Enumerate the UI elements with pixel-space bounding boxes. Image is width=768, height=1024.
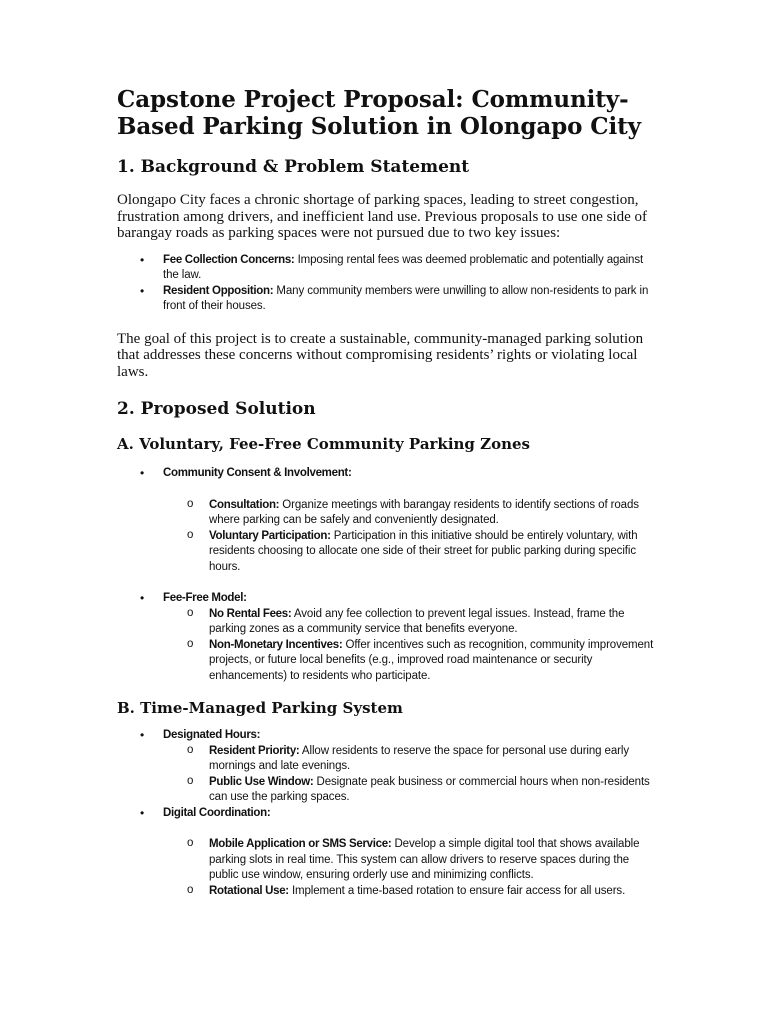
bullet-text: Many community members were unwilling to allow non-residents to park in front of their houses. [163, 284, 649, 312]
subsection-a-list [117, 466, 657, 684]
group-label: Digital Coordination: [163, 806, 271, 819]
list-item [117, 498, 657, 529]
problem-list [117, 253, 657, 315]
bullet-label: Resident Opposition: [163, 284, 274, 297]
item-text: Avoid any fee collection to prevent legal issues. Instead, frame the parking zones as a community service that benefits everyone. [209, 607, 625, 635]
item-text: Organize meetings with barangay residents to identify sections of roads where parking can be safely and conveniently designated. [209, 498, 639, 526]
document-title: Capstone Project Proposal: Community-Based Parking Solution in Olongapo City [117, 86, 641, 140]
group-label: Community Consent & Involvement: [163, 467, 352, 479]
item-text: Implement a time-based rotation to ensure fair access for all users. [288, 884, 626, 897]
list-item [117, 591, 657, 607]
item-text: Develop a simple digital tool that shows available parking slots in real time. This system can allow drivers to reserve spaces during the public use window, ensuring orderly use and minimizing conflicts. [209, 838, 640, 881]
bullet-label: Fee Collection Concerns: [163, 253, 295, 266]
bullet-text: Imposing rental fees was deemed problematic and potentially against the law. [163, 253, 644, 281]
item-label: Voluntary Participation: [209, 529, 331, 542]
list-item [117, 607, 657, 638]
group-label: Fee-Free Model: [163, 592, 247, 604]
project-goal: The goal of this project is to create a sustainable, community-managed parking solution that addresses these concerns without compromising residents’ rights or violating local laws. [117, 330, 644, 380]
item-label: Resident Priority: [209, 744, 300, 757]
list-item [117, 775, 657, 806]
group-label: Designated Hours: [163, 729, 261, 741]
item-label: Mobile Application or SMS Service: [209, 838, 392, 850]
section-heading-solution: 2. Proposed Solution [117, 399, 316, 419]
list-item [117, 728, 657, 744]
list-item [117, 253, 657, 284]
list-item [117, 744, 657, 775]
subsection-heading-b: B. Time-Managed Parking System [117, 699, 403, 717]
background-intro: Olongapo City faces a chronic shortage of parking spaces, leading to street congestion, frustration among drivers, and inefficient land use. Previous proposals to use one side of barangay roads as parking spaces were not pursued due to two key issues: [117, 192, 648, 241]
list-item [117, 837, 657, 884]
item-text: Participation in this initiative should be entirely voluntary, with residents choosing to allocate one side of their street for public parking during specific hours. [209, 529, 638, 573]
item-text: Offer incentives such as recognition, community improvement projects, or future local benefits (e.g., improved road maintenance or security enhancements) to residents who participate. [209, 638, 654, 682]
list-item [117, 529, 657, 576]
item-label: No Rental Fees: [209, 607, 292, 620]
item-label: Rotational Use: [209, 884, 289, 897]
subsection-heading-a: A. Voluntary, Fee-Free Community Parking Zones [117, 435, 530, 453]
section-heading-background: 1. Background & Problem Statement [117, 157, 470, 177]
list-item [117, 884, 657, 900]
item-text: Designate peak business or commercial hours when non-residents can use the parking spaces. [209, 775, 650, 803]
subsection-b-list [117, 728, 657, 899]
list-item [117, 466, 657, 482]
item-label: Non-Monetary Incentives: [209, 638, 343, 651]
list-item [117, 284, 657, 315]
item-text: Allow residents to reserve the space for personal use during early mornings and late evenings. [209, 744, 629, 772]
list-item [117, 638, 657, 685]
item-label: Consultation: [209, 498, 280, 511]
item-label: Public Use Window: [209, 775, 314, 788]
document-page [117, 86, 657, 899]
list-item [117, 806, 657, 822]
